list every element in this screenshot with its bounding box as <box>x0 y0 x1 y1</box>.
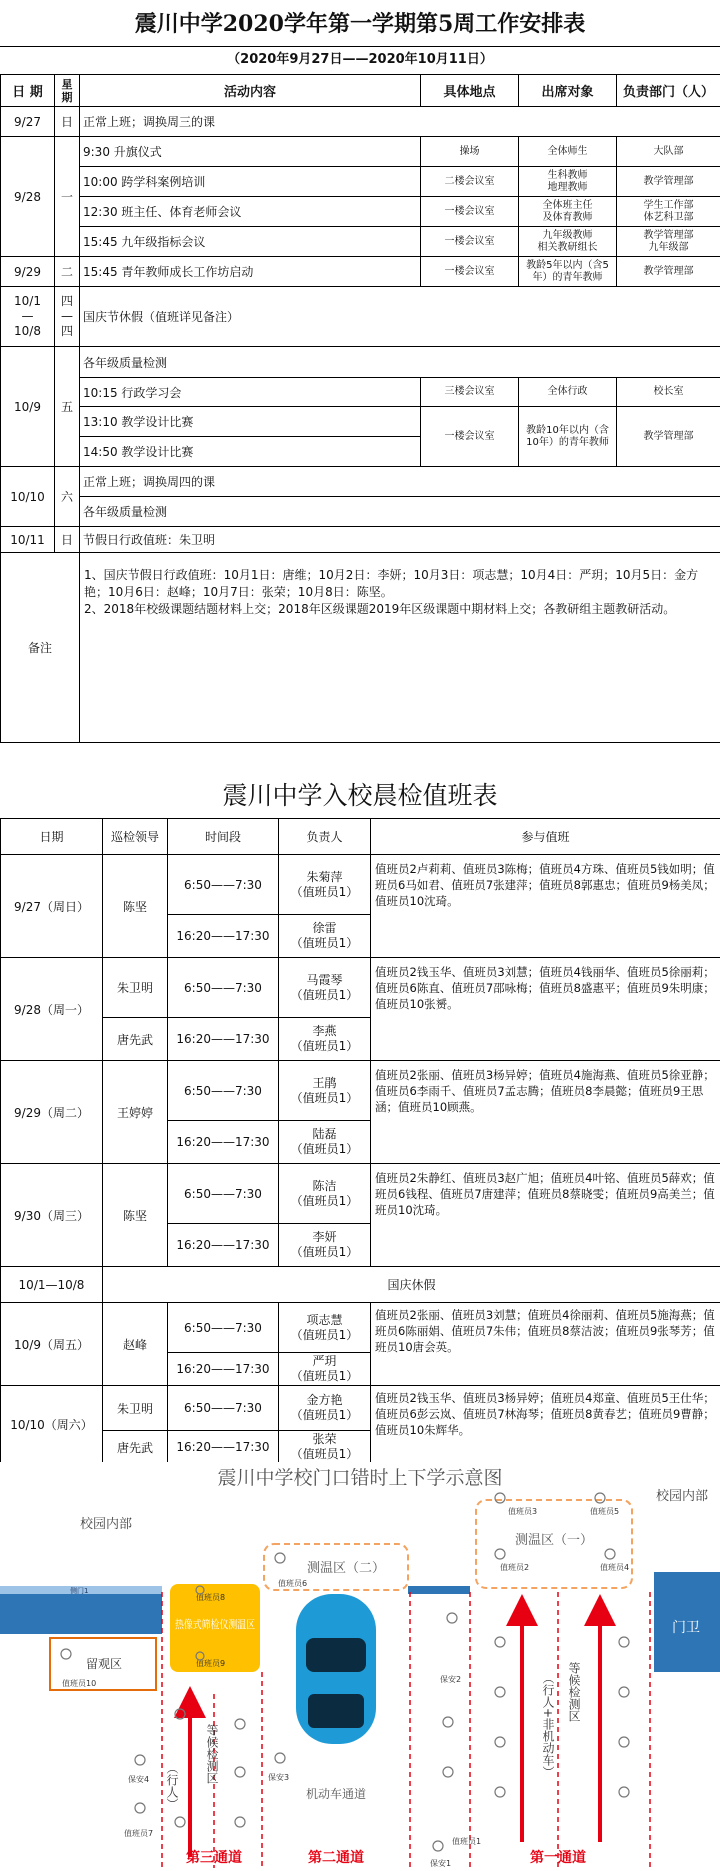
row-dept: 教学管理部 <box>617 257 720 287</box>
row-activity: 各年级质量检测 <box>80 347 720 378</box>
table-row <box>1 407 720 437</box>
duty-person: 陈洁 （值班员1） <box>279 1164 371 1224</box>
row-place: 操场 <box>421 137 519 167</box>
duty-time: 6:50——7:30 <box>168 1303 279 1353</box>
staff-t8: 值班员8 <box>196 1592 225 1602</box>
row-weekday: 日 <box>55 527 80 553</box>
duty-header-leader: 巡检领导 <box>103 819 168 855</box>
staff-s7: 值班员7 <box>124 1828 153 1838</box>
row-dept: 教学管理部 <box>617 167 720 197</box>
duty-time: 16:20——17:30 <box>168 1353 279 1386</box>
duty-participants: 值班员2钱玉华、值班员3杨异婷；值班员4郑童、值班员5王仕华；值班员6彭云岚、值班员7林海琴；值班员8黄春艺；值班员9曹静；值班员10朱辉华。 <box>371 1386 720 1464</box>
table-row <box>1 378 720 407</box>
notes-text: 1、国庆节假日行政值班：10月1日：唐维；10月2日：李妍；10月3日：项志慧；10月4日：严玥；10月5日：金方艳；10月6日：赵峰；10月7日：张荣；10月8日：陈坚。 2、2018年校级课题结题材料上交；2018年区级课题2019年区级课题中期材料上交；各教研组主题教研活动。 <box>80 553 720 743</box>
duty-time: 6:50——7:30 <box>168 958 279 1018</box>
table-row <box>1 497 720 527</box>
staff-obs: 值班员10 <box>62 1678 96 1688</box>
header-weekday: 星期 <box>55 75 80 107</box>
duty-person: 李燕 （值班员1） <box>279 1018 371 1061</box>
row-activity: 9:30 升旗仪式 <box>80 137 421 167</box>
duty-date: 9/28（周一） <box>1 958 103 1061</box>
row-attendees: 全体班主任 及体育教师 <box>519 197 617 227</box>
table-row <box>1 257 720 287</box>
row-activity: 10:15 行政学习会 <box>80 378 421 407</box>
row-attendees: 九年级教师 相关教研组长 <box>519 227 617 257</box>
duty-date: 9/27（周日） <box>1 855 103 958</box>
wait-right-label: 等候检测区 <box>567 1662 581 1722</box>
duty-person: 金方艳 （值班员1） <box>279 1386 371 1431</box>
row-dept: 教学管理部 <box>617 407 720 467</box>
table-row <box>1 287 720 347</box>
notes-label: 备注 <box>1 553 80 743</box>
staff-z1b: 值班员5 <box>590 1506 619 1516</box>
schedule-table <box>0 74 720 743</box>
duty-row <box>1 1386 720 1431</box>
zone2-label: 测温区（二） <box>307 1561 385 1576</box>
diagram-title: 震川中学校门口错时上下学示意图 <box>217 1467 502 1489</box>
duty-header-date: 日期 <box>1 819 103 855</box>
table-row <box>1 527 720 553</box>
gate-diagram-svg <box>0 1462 720 1868</box>
guard-3: 保安3 <box>268 1772 289 1782</box>
staff-z1d: 值班员4 <box>600 1562 629 1572</box>
campus-right-label: 校园内部 <box>656 1488 708 1504</box>
car-windshield <box>306 1638 366 1672</box>
row-weekday: 六 <box>55 467 80 527</box>
row-place: 三楼会议室 <box>421 378 519 407</box>
duty-row <box>1 1061 720 1121</box>
duty-row <box>1 1303 720 1353</box>
duty-time: 6:50——7:30 <box>168 1164 279 1224</box>
row-dept: 学生工作部 体艺科卫部 <box>617 197 720 227</box>
row-activity: 正常上班；调换周四的课 <box>80 467 720 497</box>
duty-person: 李妍 （值班员1） <box>279 1224 371 1267</box>
campus-left-label: 校园内部 <box>80 1516 132 1532</box>
row-activity: 15:45 九年级指标会议 <box>80 227 421 257</box>
staff-z1c: 值班员2 <box>500 1562 529 1572</box>
duty-header-participants: 参与值班 <box>371 819 720 855</box>
table-row <box>1 107 720 137</box>
header-dept: 负责部门（人） <box>617 75 720 107</box>
table-row <box>1 197 720 227</box>
table-row <box>1 467 720 497</box>
duty-leader: 朱卫明 <box>103 958 168 1018</box>
table-row <box>1 137 720 167</box>
row-place: 二楼会议室 <box>421 167 519 197</box>
row-weekday: 五 <box>55 347 80 467</box>
duty-date: 9/29（周二） <box>1 1061 103 1164</box>
row-dept: 校长室 <box>617 378 720 407</box>
channel-1-label: 第一通道 <box>530 1849 586 1866</box>
duty-table <box>0 818 720 1464</box>
duty-person: 严玥 （值班员1） <box>279 1353 371 1386</box>
row-attendees: 教龄10年以内（含10年）的青年教师 <box>519 407 617 467</box>
row-activity: 节假日行政值班：朱卫明 <box>80 527 720 553</box>
duty-participants: 值班员2卢莉莉、值班员3陈梅；值班员4方珠、值班员5钱如明；值班员6马如君、值班员7张建萍；值班员8郭惠忠；值班员9杨美凤；值班员10沈琦。 <box>371 855 720 958</box>
row-weekday: 一 <box>55 137 80 257</box>
row-date: 9/27 <box>1 107 55 137</box>
wait-left-label: 等候检测区 <box>205 1724 219 1784</box>
gate-diagram <box>0 1462 720 1868</box>
duty-time: 16:20——17:30 <box>168 1224 279 1267</box>
duty-leader: 陈坚 <box>103 1164 168 1267</box>
row-activity: 12:30 班主任、体育老师会议 <box>80 197 421 227</box>
duty-leader: 王婷婷 <box>103 1061 168 1164</box>
channel-2-label: 第二通道 <box>308 1849 364 1866</box>
duty-leader: 唐先武 <box>103 1431 168 1464</box>
row-date: 9/28 <box>1 137 55 257</box>
row-dept: 大队部 <box>617 137 720 167</box>
duty-header-time: 时间段 <box>168 819 279 855</box>
duty-person: 徐雷 （值班员1） <box>279 915 371 958</box>
duty-row <box>1 1267 720 1303</box>
left-ramp-label: 侧门1 <box>70 1586 88 1595</box>
schedule-title: 震川中学2020学年第一学期第5周工作安排表 <box>0 0 720 46</box>
row-place: 一楼会议室 <box>421 197 519 227</box>
duty-leader: 朱卫明 <box>103 1386 168 1431</box>
duty-person: 项志慧 （值班员1） <box>279 1303 371 1353</box>
guard-1: 保安1 <box>430 1858 451 1868</box>
table-row <box>1 227 720 257</box>
duty-time: 6:50——7:30 <box>168 1061 279 1121</box>
row-activity: 10:00 跨学科案例培训 <box>80 167 421 197</box>
duty-person: 王鹃 （值班员1） <box>279 1061 371 1121</box>
schedule-header-row <box>1 75 720 107</box>
header-activity: 活动内容 <box>80 75 421 107</box>
row-activity: 各年级质量检测 <box>80 497 720 527</box>
row-dept: 教学管理部 九年级部 <box>617 227 720 257</box>
vehicle-lane-label: 机动车通道 <box>306 1786 366 1801</box>
duty-leader: 赵峰 <box>103 1303 168 1386</box>
duty-title: 震川中学入校晨检值班表 <box>0 762 720 818</box>
mid-wall <box>408 1586 470 1594</box>
row-place: 一楼会议室 <box>421 227 519 257</box>
duty-date: 10/10（周六） <box>1 1386 103 1464</box>
duty-time: 16:20——17:30 <box>168 1121 279 1164</box>
staff-z2: 值班员6 <box>278 1578 307 1588</box>
row-attendees: 全体师生 <box>519 137 617 167</box>
thermal-label: 热像式筛检仪测温区 <box>175 1617 255 1631</box>
duty-participants: 值班员2钱玉华、值班员3刘慧；值班员4钱丽华、值班员5徐丽莉；值班员6陈直、值班员7邵咏梅；值班员8盛惠平；值班员9朱明康；值班员10张赟。 <box>371 958 720 1061</box>
duty-section <box>0 762 720 1462</box>
duty-header-row <box>1 819 720 855</box>
row-date: 9/29 <box>1 257 55 287</box>
row-weekday: 二 <box>55 257 80 287</box>
row-activity: 正常上班；调换周三的课 <box>80 107 720 137</box>
row-weekday: 四 — 四 <box>55 287 80 347</box>
duty-row <box>1 958 720 1018</box>
duty-person: 张荣 （值班员1） <box>279 1431 371 1464</box>
row-date: 10/9 <box>1 347 55 467</box>
table-row <box>1 167 720 197</box>
row-place: 一楼会议室 <box>421 407 519 467</box>
duty-time: 16:20——17:30 <box>168 1018 279 1061</box>
row-activity: 国庆节休假（值班详见备注） <box>80 287 720 347</box>
duty-holiday-label: 国庆休假 <box>103 1267 720 1303</box>
duty-person: 陆磊 （值班员1） <box>279 1121 371 1164</box>
guard-2: 保安2 <box>440 1674 461 1684</box>
row-attendees: 全体行政 <box>519 378 617 407</box>
row-activity: 13:10 教学设计比赛 <box>80 407 421 437</box>
row-activity: 14:50 教学设计比赛 <box>80 437 421 467</box>
row-weekday: 日 <box>55 107 80 137</box>
row-place: 一楼会议室 <box>421 257 519 287</box>
duty-person: 朱菊萍 （值班员1） <box>279 855 371 915</box>
staff-g1: 值班员1 <box>452 1836 481 1846</box>
row-activity: 15:45 青年教师成长工作坊启动 <box>80 257 421 287</box>
staff-t9: 值班员9 <box>196 1658 225 1668</box>
row-date: 10/10 <box>1 467 55 527</box>
zone1-label: 测温区（一） <box>515 1533 593 1548</box>
header-date: 日 期 <box>1 75 55 107</box>
table-row <box>1 347 720 378</box>
notes-row <box>1 553 720 743</box>
guard-4: 保安4 <box>128 1774 149 1784</box>
staff-z1a: 值班员3 <box>508 1506 537 1516</box>
duty-time: 6:50——7:30 <box>168 1386 279 1431</box>
duty-person: 马霞琴 （值班员1） <box>279 958 371 1018</box>
header-attendees: 出席对象 <box>519 75 617 107</box>
row-attendees: 生科教师 地理教师 <box>519 167 617 197</box>
duty-participants: 值班员2张丽、值班员3杨异婷；值班员4施海燕、值班员5徐亚静；值班员6李雨千、值班员7孟志腾；值班员8李晨懿；值班员9王思涵；值班员10顾燕。 <box>371 1061 720 1164</box>
observe-label: 留观区 <box>86 1657 122 1671</box>
row-attendees: 教龄5年以内（含5年）的青年教师 <box>519 257 617 287</box>
duty-date: 10/1—10/8 <box>1 1267 103 1303</box>
row-date: 10/11 <box>1 527 55 553</box>
header-place: 具体地点 <box>421 75 519 107</box>
car-rear-window <box>308 1694 364 1728</box>
duty-participants: 值班员2朱静红、值班员3赵广旭；值班员4叶铭、值班员5薛欢；值班员6钱程、值班员7唐建萍；值班员8蔡晓雯；值班员9高美兰；值班员10沈琦。 <box>371 1164 720 1267</box>
duty-row <box>1 855 720 915</box>
ped-right-label: （行人+非机动车） <box>541 1672 555 1778</box>
duty-date: 10/9（周五） <box>1 1303 103 1386</box>
row-date: 10/1 — 10/8 <box>1 287 55 347</box>
gate-label: 门卫 <box>672 1620 700 1636</box>
duty-participants: 值班员2张丽、值班员3刘慧；值班员4徐丽莉、值班员5施海燕；值班员6陈丽娟、值班员7朱伟；值班员8蔡洁波；值班员9张琴芳；值班员10唐会英。 <box>371 1303 720 1386</box>
duty-leader: 唐先武 <box>103 1018 168 1061</box>
duty-leader: 陈坚 <box>103 855 168 958</box>
duty-date: 9/30（周三） <box>1 1164 103 1267</box>
duty-time: 6:50——7:30 <box>168 855 279 915</box>
schedule-date-range: （2020年9月27日——2020年10月11日） <box>0 46 720 74</box>
duty-row <box>1 1164 720 1224</box>
channel-3-label: 第三通道 <box>186 1849 242 1866</box>
duty-time: 16:20——17:30 <box>168 1431 279 1464</box>
duty-header-person: 负责人 <box>279 819 371 855</box>
ped-left-label: （行人） <box>165 1762 179 1810</box>
schedule-section <box>0 0 720 762</box>
duty-time: 16:20——17:30 <box>168 915 279 958</box>
